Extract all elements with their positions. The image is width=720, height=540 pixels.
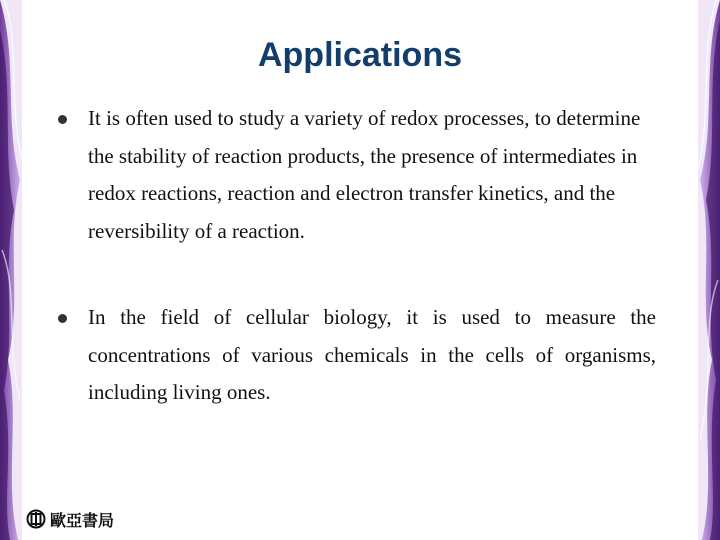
bullet-text: It is often used to study a variety of redox processes, to determine the stability of reaction products, the presence of intermediates in redox reactions, reaction and electron transfer kinetics, and the reversibility of a reaction. <box>88 106 641 243</box>
publisher-logo <box>26 508 114 530</box>
bullet-list <box>56 100 656 412</box>
publisher-logo-text: 歐亞書局 <box>50 510 115 530</box>
slide-title: Applications <box>257 36 463 74</box>
right-decorative-border <box>698 0 720 540</box>
bullet-item <box>56 299 656 412</box>
left-decorative-border <box>0 0 22 540</box>
bullet-dot-icon <box>58 314 67 323</box>
bullet-text: In the field of cellular biology, it is used to measure the concentrations of various chemicals in the cells of organisms, including living ones. <box>88 305 656 404</box>
bullet-item <box>56 100 656 250</box>
publisher-logo-icon <box>26 509 46 529</box>
bullet-dot-icon <box>58 115 67 124</box>
